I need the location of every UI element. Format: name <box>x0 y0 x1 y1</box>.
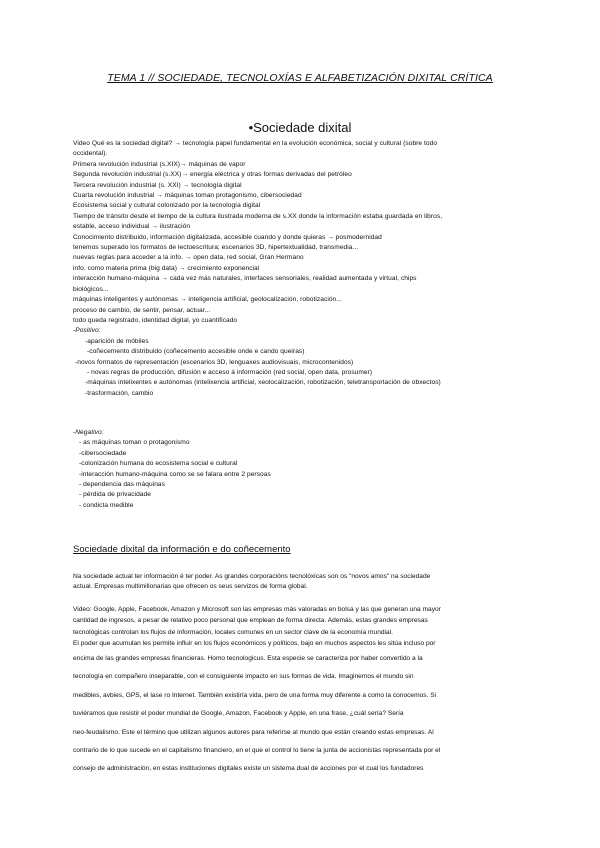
text-line: tuviéramos que resistir el poder mundial de Google, Amazon, Facebook y Apple, en una frase, ¿cuál sería? Sería <box>73 710 404 718</box>
negative-item: - dependencia das máquinas <box>79 481 165 489</box>
text-line: El poder que acumulan les permite influir en los flujos económicos y políticos, bajo en muchos aspectos les sitúa incluso por <box>73 640 436 648</box>
text-line: neo-feudalismo. Este el término que utilizan algunos autores para referirse al mundo que están creando estas empresas. Al <box>73 728 434 736</box>
text-line: proceso de cambio, de sentir, pensar, actuar... <box>73 306 211 314</box>
text-line: Video: Google, Apple, Facebook, Amazon y Microsoft son las empresas más valoradas en bolsa y las que generan una mayor <box>73 606 441 613</box>
positive-item: - novas regras de producción, difusión e acceso á información (red social, open data, prosumer) <box>87 368 373 376</box>
positive-item: -máquinas intelixentes e autónomas (intelixencia artificial, xeolocalización, robotización, teletransportación de obxectos) <box>85 379 441 387</box>
section-heading-sociedade-informacion: Sociedade dixital da información e do coñecemento <box>73 544 291 555</box>
text-line: actual. Empresas multimillonarias que ofrecen os seus servizos de forma global. <box>73 583 308 591</box>
text-line: interacción humano-máquina → cada vez más naturales, interfaces sensoriales, realidad aumentada y virtual, chips <box>73 275 417 283</box>
text-line: Primera revolución industrial (s.XIX)→ máquinas de vapor <box>73 160 246 168</box>
section2-body-paragraph <box>73 650 529 779</box>
text-line: máquinas inteligentes y autónomas → inteligencia artificial, geolocalización, robotización... <box>73 296 342 304</box>
positive-item: -trasformación, cambio <box>85 389 154 397</box>
negative-item: - as máquinas toman o protagonismo <box>79 439 190 447</box>
section-heading-sociedade-dixital: •Sociedade dixital <box>248 120 352 135</box>
text-line: todo queda registrado, identidad digital, yo cuantificado <box>73 316 238 324</box>
text-line: Cuarta revolución industrial → máquinas toman protagonismo, cibersociedad <box>73 192 302 200</box>
section1-body <box>73 139 533 399</box>
section2-video-paragraph <box>73 604 529 650</box>
negative-section <box>73 428 533 511</box>
text-line: contrario de lo que sucede en el capitalismo financiero, en el que el control lo tiene la junta de accionistas representada por el <box>73 747 441 755</box>
text-line: biológicos... <box>73 285 109 293</box>
negative-heading: -Negativo: <box>73 429 104 436</box>
positive-item: -novos formatos de representación (escenarios 3D, lenguaxes audiovisuais, microcontenidos) <box>75 358 354 366</box>
negative-item: - pérdida de privacidade <box>79 491 151 499</box>
text-line: tecnológicas controlan los flujos de información, locales comunes en un sector clave de la economía mundial. <box>73 628 393 636</box>
positive-item: -coñecemento distribuido (coñecemento accesible onde e cando queiras) <box>87 348 305 356</box>
negative-item: -cibersociedade <box>79 449 127 457</box>
text-line: Tiempo de tránsito desde el tiempo de la cultura ilustrada moderna de s.XX donde la información estaba guardada en libros, <box>73 212 443 220</box>
section2-intro <box>73 572 529 593</box>
text-line: Conocimiento distribuido, información digitalizada, accesible cuando y donde quieras → posmodernidad <box>73 233 382 241</box>
text-line: encima de las grandes empresas financieras. Homo tecnologicus. Esta especie se caracteriza por haber convertido a la <box>73 655 423 662</box>
negative-item: - condicta medible <box>79 501 134 509</box>
text-line: estable, acceso individual → ilustración <box>73 223 191 231</box>
negative-item: -interacción humano-máquina como se se falara entre 2 persoas <box>79 470 271 478</box>
document-title: TEMA 1 // SOCIEDADE, TECNOLOXÍAS E ALFABETIZACIÓN DIXITAL CRÍTICA <box>107 72 493 84</box>
text-line: Tercera revolución industrial (s. XXI) → tecnología digital <box>73 181 242 189</box>
text-line: Na sociedade actual ter información é ter poder. As grandes corporacións tecnolóxicas son os "novos amos" na sociedade <box>73 573 431 580</box>
text-line: Ecosistema social y cultural colonizado por la tecnología digital <box>73 202 261 210</box>
negative-item: -colonización humana do ecosistema social e cultural <box>79 460 238 468</box>
text-line: tecnología en compañero inseparable, con el consiguiente impacto en sus formas de vida. Imaginemos el mundo sin <box>73 673 414 681</box>
text-line: medibles, avbies, GPS, el lase ro Internet. También existiría vida, pero de una forma muy diferente a como la conocemos. Si <box>73 691 437 699</box>
positive-heading: -Positivo: <box>73 327 101 335</box>
text-line: cantidad de ingresos, a pesar de relativo poco personal que emplean de forma directa. Además, estas grandes empresas <box>73 617 428 625</box>
text-line: occidental). <box>73 150 108 158</box>
text-line: consejo de administración, en estas instituciones digitales existe un sistema dual de acciones por el cual los fundadores <box>73 765 424 773</box>
positive-item: -aparición de móbiles <box>85 337 149 345</box>
text-line: Video Qué es la sociedad digital? → tecnología papel fundamental en la evolución económica, social y cultural (sobre todo <box>73 140 438 147</box>
text-line: nuevas reglas para acceder a la info. → open data, red social, Gran Hermano <box>73 254 304 262</box>
text-line: Segunda revolución industrial (s.XX)→ energía eléctrica y otras formas derivadas del petróleo <box>73 171 352 179</box>
text-line: tenemos superado los formatos de lectoescritura; escenarios 3D, hipertextualidad, transmedia... <box>73 244 359 252</box>
text-line: info. como materia prima (big data) → crecimiento exponencial <box>73 264 260 272</box>
